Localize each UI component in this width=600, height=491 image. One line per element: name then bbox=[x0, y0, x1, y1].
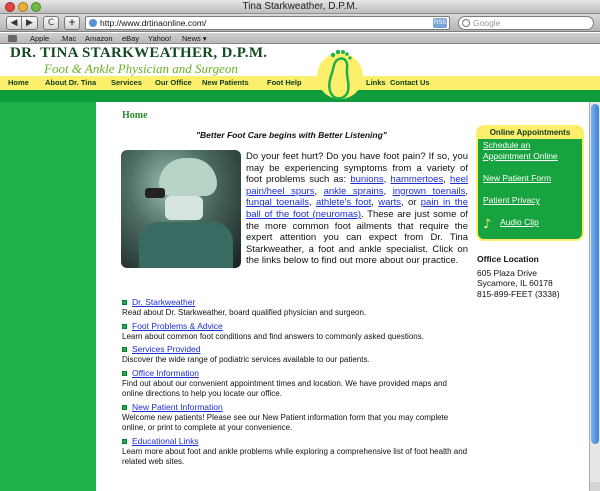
link-fungal-toenails[interactable]: fungal toenails bbox=[246, 197, 309, 209]
intro-paragraph bbox=[246, 151, 468, 267]
sep: , bbox=[314, 185, 324, 197]
bookmarks-bar bbox=[0, 33, 600, 44]
rss-icon[interactable]: RSS bbox=[433, 20, 447, 26]
bullet-icon bbox=[122, 371, 127, 376]
online-appointments-box bbox=[476, 125, 584, 241]
nav-services[interactable]: Services bbox=[111, 78, 142, 87]
sep: , bbox=[308, 197, 316, 209]
bookmarks-book-icon[interactable] bbox=[8, 35, 17, 42]
list-item bbox=[122, 297, 470, 319]
office-city-line: Sycamore, IL 60178 bbox=[477, 278, 553, 288]
music-note-icon: ♪ bbox=[483, 217, 492, 232]
photo-gown bbox=[139, 222, 233, 268]
link-new-patient-form[interactable]: New Patient Form bbox=[483, 173, 552, 183]
link-office-information[interactable]: Office Information bbox=[132, 367, 199, 378]
photo-mask bbox=[165, 196, 203, 220]
intro-text-2: . These are just some of the more common foot ailments that require the expert attention you can expect from Dr. Tina Starkweather, a foot and ankle specialist. Click on the links below to find out more about our practice. bbox=[246, 208, 468, 267]
practice-links-list bbox=[122, 297, 470, 470]
list-item bbox=[122, 402, 470, 434]
site-header bbox=[0, 45, 600, 76]
back-button[interactable]: ◀ bbox=[6, 16, 22, 30]
bookmark-ebay[interactable]: eBay bbox=[122, 34, 140, 43]
tagline: "Better Foot Care begins with Better Listening" bbox=[196, 130, 387, 140]
add-bookmark-button[interactable]: + bbox=[64, 16, 80, 30]
list-item bbox=[122, 436, 470, 468]
link-dr-starkweather[interactable]: Dr. Starkweather bbox=[132, 297, 196, 307]
bookmark-news[interactable]: News ▾ bbox=[182, 34, 207, 43]
link-heel-pain[interactable]: heel pain/heel spurs bbox=[246, 174, 469, 197]
office-location-title: Office Location bbox=[477, 254, 539, 264]
site-subtitle: Foot & Ankle Physician and Surgeon bbox=[44, 61, 238, 76]
link-description: Discover the wide range of podiatric services available to our patients. bbox=[122, 355, 370, 364]
sep: , bbox=[383, 174, 391, 186]
bookmark-amazon[interactable]: Amazon bbox=[85, 34, 113, 43]
header-green-bar bbox=[0, 90, 600, 102]
bookmark-apple[interactable]: Apple bbox=[30, 34, 50, 43]
link-foot-problems[interactable]: Foot Problems & Advice bbox=[132, 320, 223, 331]
nav-foot-help[interactable]: Foot Help bbox=[267, 78, 302, 87]
photo-cap bbox=[159, 158, 217, 196]
sep: , bbox=[443, 174, 451, 186]
page-title: Home bbox=[122, 110, 148, 121]
nav-links[interactable]: Links bbox=[366, 78, 386, 87]
nav-contact[interactable]: Contact Us bbox=[390, 78, 430, 87]
link-ingrown-toenails[interactable]: ingrown toenails bbox=[392, 185, 466, 197]
link-description: Find out about our convenient appointment times and location. We have provided maps and online directions to help you locate our office. bbox=[122, 378, 447, 398]
vertical-scrollbar[interactable] bbox=[589, 102, 600, 491]
link-description: Learn about common foot conditions and find answers to commonly asked questions. bbox=[122, 331, 424, 341]
link-schedule-appointment[interactable]: Schedule an Appointment Online bbox=[483, 140, 558, 161]
sep: , bbox=[383, 185, 393, 197]
main-nav bbox=[0, 76, 600, 90]
link-ankle-sprains[interactable]: ankle sprains bbox=[323, 185, 384, 197]
browser-toolbar bbox=[0, 14, 600, 32]
office-address-line: 605 Plaza Drive bbox=[477, 267, 538, 278]
appointments-title: Online Appointments bbox=[478, 127, 582, 139]
office-location bbox=[477, 254, 587, 299]
sep: , bbox=[465, 185, 469, 197]
bullet-icon bbox=[122, 347, 127, 352]
nav-home[interactable]: Home bbox=[8, 78, 29, 87]
scrollbar-thumb[interactable] bbox=[591, 104, 599, 444]
bookmark-mac[interactable]: .Mac bbox=[60, 34, 77, 43]
nav-about[interactable]: About Dr. Tina bbox=[45, 78, 97, 87]
site-name[interactable]: DR. TINA STARKWEATHER, D.P.M. bbox=[10, 45, 268, 61]
address-bar[interactable] bbox=[85, 16, 450, 30]
globe-icon bbox=[89, 19, 97, 27]
link-description: Read about Dr. Starkweather, board qualified physician and surgeon. bbox=[122, 308, 367, 317]
link-description: Learn more about foot and ankle problems while exploring a comprehensive list of foot health and related web sites. bbox=[122, 446, 468, 466]
search-icon bbox=[462, 19, 470, 27]
link-hammertoes[interactable]: hammertoes bbox=[390, 174, 444, 186]
foot-logo-icon[interactable] bbox=[317, 47, 363, 105]
link-athletes-foot[interactable]: athlete's foot bbox=[315, 197, 372, 209]
bullet-icon bbox=[122, 324, 127, 329]
link-description: Welcome new patients! Please see our New Patient information form that you may complete online, or print to complete at your convenience. bbox=[122, 412, 449, 432]
bookmark-yahoo[interactable]: Yahoo! bbox=[148, 34, 172, 43]
bullet-icon bbox=[122, 300, 127, 305]
photo-loupe bbox=[145, 188, 165, 198]
address-bar-url: http://www.drtinaonline.com/ bbox=[100, 18, 207, 28]
link-neuromas[interactable]: pain in the ball of the foot (neuromas) bbox=[246, 197, 469, 220]
link-warts[interactable]: warts bbox=[378, 197, 401, 209]
office-phone-line: 815-899-FEET (3338) bbox=[477, 288, 560, 299]
forward-button[interactable]: ▶ bbox=[22, 16, 38, 30]
bullet-icon bbox=[122, 439, 127, 444]
left-green-band bbox=[0, 102, 96, 491]
sep: , or bbox=[400, 197, 421, 209]
window-title: Tina Starkweather, D.P.M. bbox=[242, 1, 358, 12]
window-titlebar bbox=[0, 0, 600, 14]
search-input[interactable] bbox=[458, 16, 594, 30]
nav-new-patients[interactable]: New Patients bbox=[202, 78, 249, 87]
link-new-patient-info[interactable]: New Patient Information bbox=[132, 401, 223, 412]
intro-text-1: Do your feet hurt? Do you have foot pain? If so, you may be experiencing symptoms from a variety of foot problems such as: bbox=[246, 151, 468, 186]
scroll-down-arrow[interactable] bbox=[590, 482, 600, 491]
list-item bbox=[122, 321, 470, 343]
link-audio-clip[interactable]: Audio Clip bbox=[500, 217, 539, 227]
link-patient-privacy[interactable]: Patient Privacy bbox=[483, 195, 540, 205]
link-services-provided[interactable]: Services Provided bbox=[132, 344, 201, 354]
nav-office[interactable]: Our Office bbox=[155, 78, 192, 87]
list-item bbox=[122, 368, 470, 400]
reload-button[interactable]: C bbox=[43, 16, 59, 30]
surgeon-photo bbox=[121, 150, 241, 268]
link-educational-links[interactable]: Educational Links bbox=[132, 435, 199, 446]
bullet-icon bbox=[122, 405, 127, 410]
list-item bbox=[122, 344, 470, 366]
sep: , bbox=[371, 197, 379, 209]
search-placeholder: Google bbox=[473, 18, 501, 28]
link-bunions[interactable]: bunions bbox=[350, 174, 384, 186]
